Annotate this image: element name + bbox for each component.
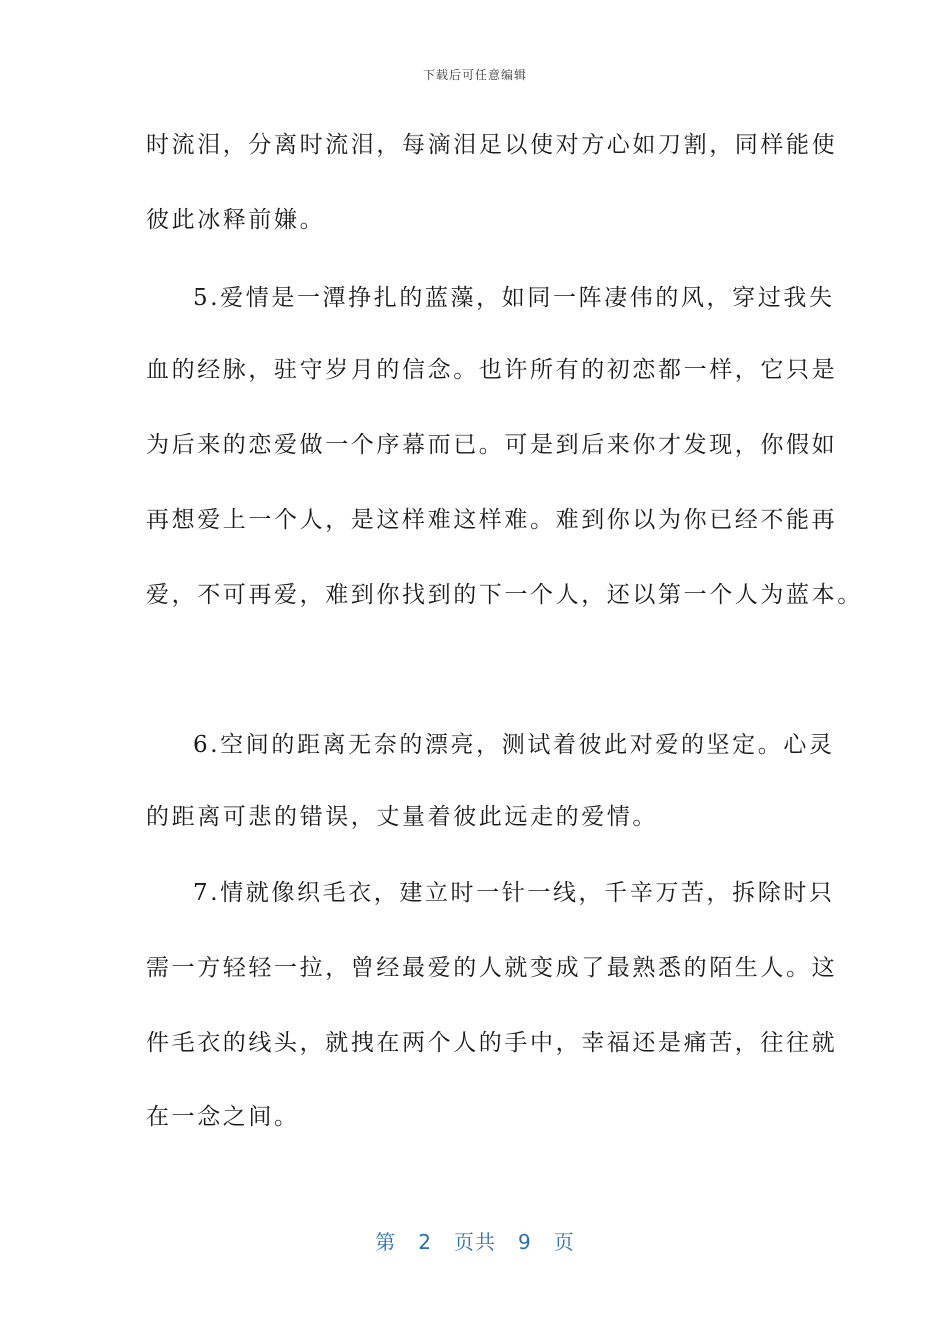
text-line: 6.空间的距离无奈的漂亮，测试着彼此对爱的坚定。心灵	[193, 732, 835, 758]
footer-middle: 页共	[454, 1230, 496, 1254]
total-pages-number: 9	[518, 1230, 532, 1254]
text-line: 的距离可悲的错误，丈量着彼此远走的爱情。	[146, 804, 658, 830]
text-line: 时流泪，分离时流泪，每滴泪足以使对方心如刀割，同样能使	[146, 132, 838, 158]
text-line: 血的经脉，驻守岁月的信念。也许所有的初恋都一样，它只是	[146, 357, 838, 383]
text-line: 再想爱上一个人，是这样难这样难。难到你以为你已经不能再	[146, 507, 838, 533]
text-line: 彼此冰释前嫌。	[146, 207, 326, 233]
footer-suffix: 页	[553, 1230, 575, 1254]
text-line: 为后来的恋爱做一个序幕而已。可是到后来你才发现，你假如	[146, 432, 838, 458]
text-line: 件毛衣的线头，就拽在两个人的手中，幸福还是痛苦，往往就	[146, 1030, 838, 1056]
page-header-note: 下载后可任意编辑	[422, 68, 527, 82]
page-number-footer	[0, 1226, 950, 1255]
text-line: 7.情就像织毛衣，建立时一针一线，千辛万苦，拆除时只	[193, 880, 835, 906]
text-line: 爱，不可再爱，难到你找到的下一个人，还以第一个人为蓝本。	[146, 582, 863, 608]
text-line: 需一方轻轻一拉，曾经最爱的人就变成了最熟悉的陌生人。这	[146, 955, 838, 981]
text-line: 5.爱情是一潭挣扎的蓝藻，如同一阵凄伟的风，穿过我失	[193, 285, 835, 311]
footer-prefix: 第	[375, 1230, 397, 1254]
current-page-number: 2	[418, 1230, 432, 1254]
text-line: 在一念之间。	[146, 1104, 300, 1130]
